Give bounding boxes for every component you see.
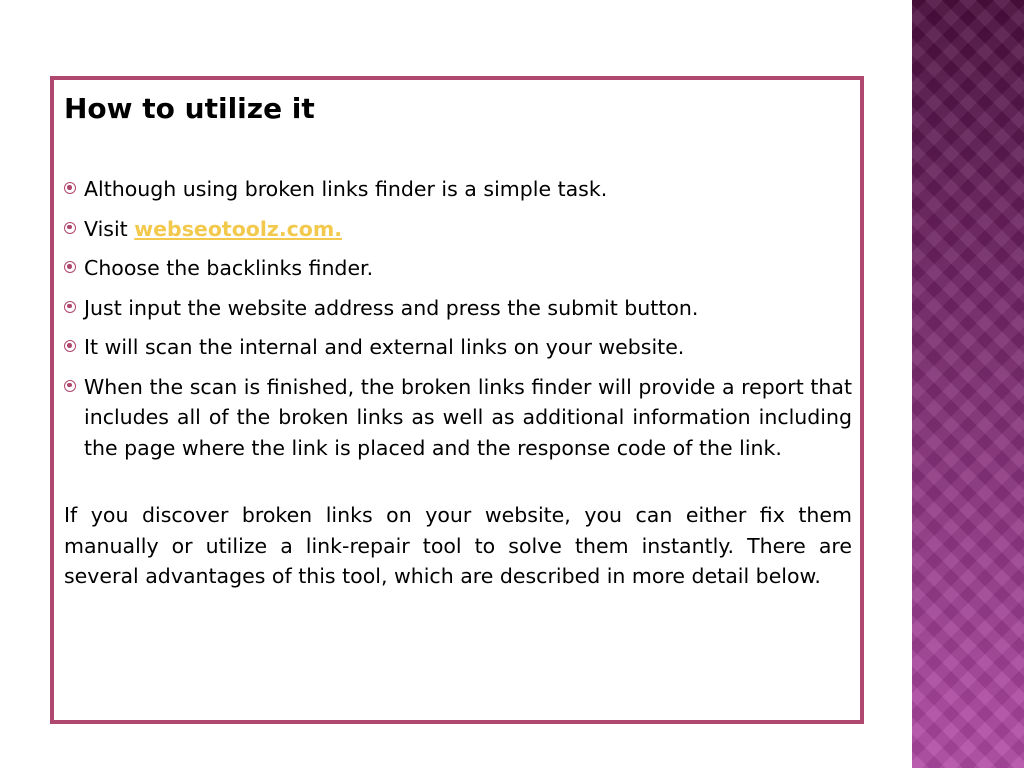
bullet-item	[64, 253, 852, 284]
circle-dot-icon	[64, 380, 76, 392]
circle-dot-icon	[64, 340, 76, 352]
slide-title: How to utilize it	[64, 92, 315, 125]
bullet-item	[64, 372, 852, 464]
website-link[interactable]: webseotoolz.com.	[134, 216, 343, 241]
bullet-item	[64, 332, 852, 363]
decorative-side-band	[912, 0, 1024, 768]
bullet-text: Just input the website address and press the submit button.	[84, 295, 699, 320]
bullet-text: Although using broken links finder is a simple task.	[84, 177, 608, 201]
circle-dot-icon	[64, 182, 76, 194]
content-box	[50, 76, 864, 724]
circle-dot-icon	[64, 261, 76, 273]
bullet-text: It will scan the internal and external links on your website.	[84, 335, 685, 359]
bullet-text: Choose the backlinks finder.	[84, 256, 374, 280]
bullet-list	[64, 174, 852, 463]
bullet-item	[64, 293, 852, 324]
bullet-text: When the scan is finished, the broken links finder will provide a report that includes all of the broken links as well as additional information including the page where the link is placed and the response code of the link.	[84, 374, 852, 460]
summary-paragraph: If you discover broken links on your website, you can either fix them manually or utilize a link-repair tool to solve them instantly. There are several advantages of this tool, which are described in more detail below.	[64, 503, 852, 588]
circle-dot-icon	[64, 222, 76, 234]
bullet-item	[64, 174, 852, 205]
bullet-item	[64, 214, 852, 245]
content-inner	[64, 88, 852, 592]
bullet-text: Visit	[84, 216, 135, 241]
circle-dot-icon	[64, 301, 76, 313]
